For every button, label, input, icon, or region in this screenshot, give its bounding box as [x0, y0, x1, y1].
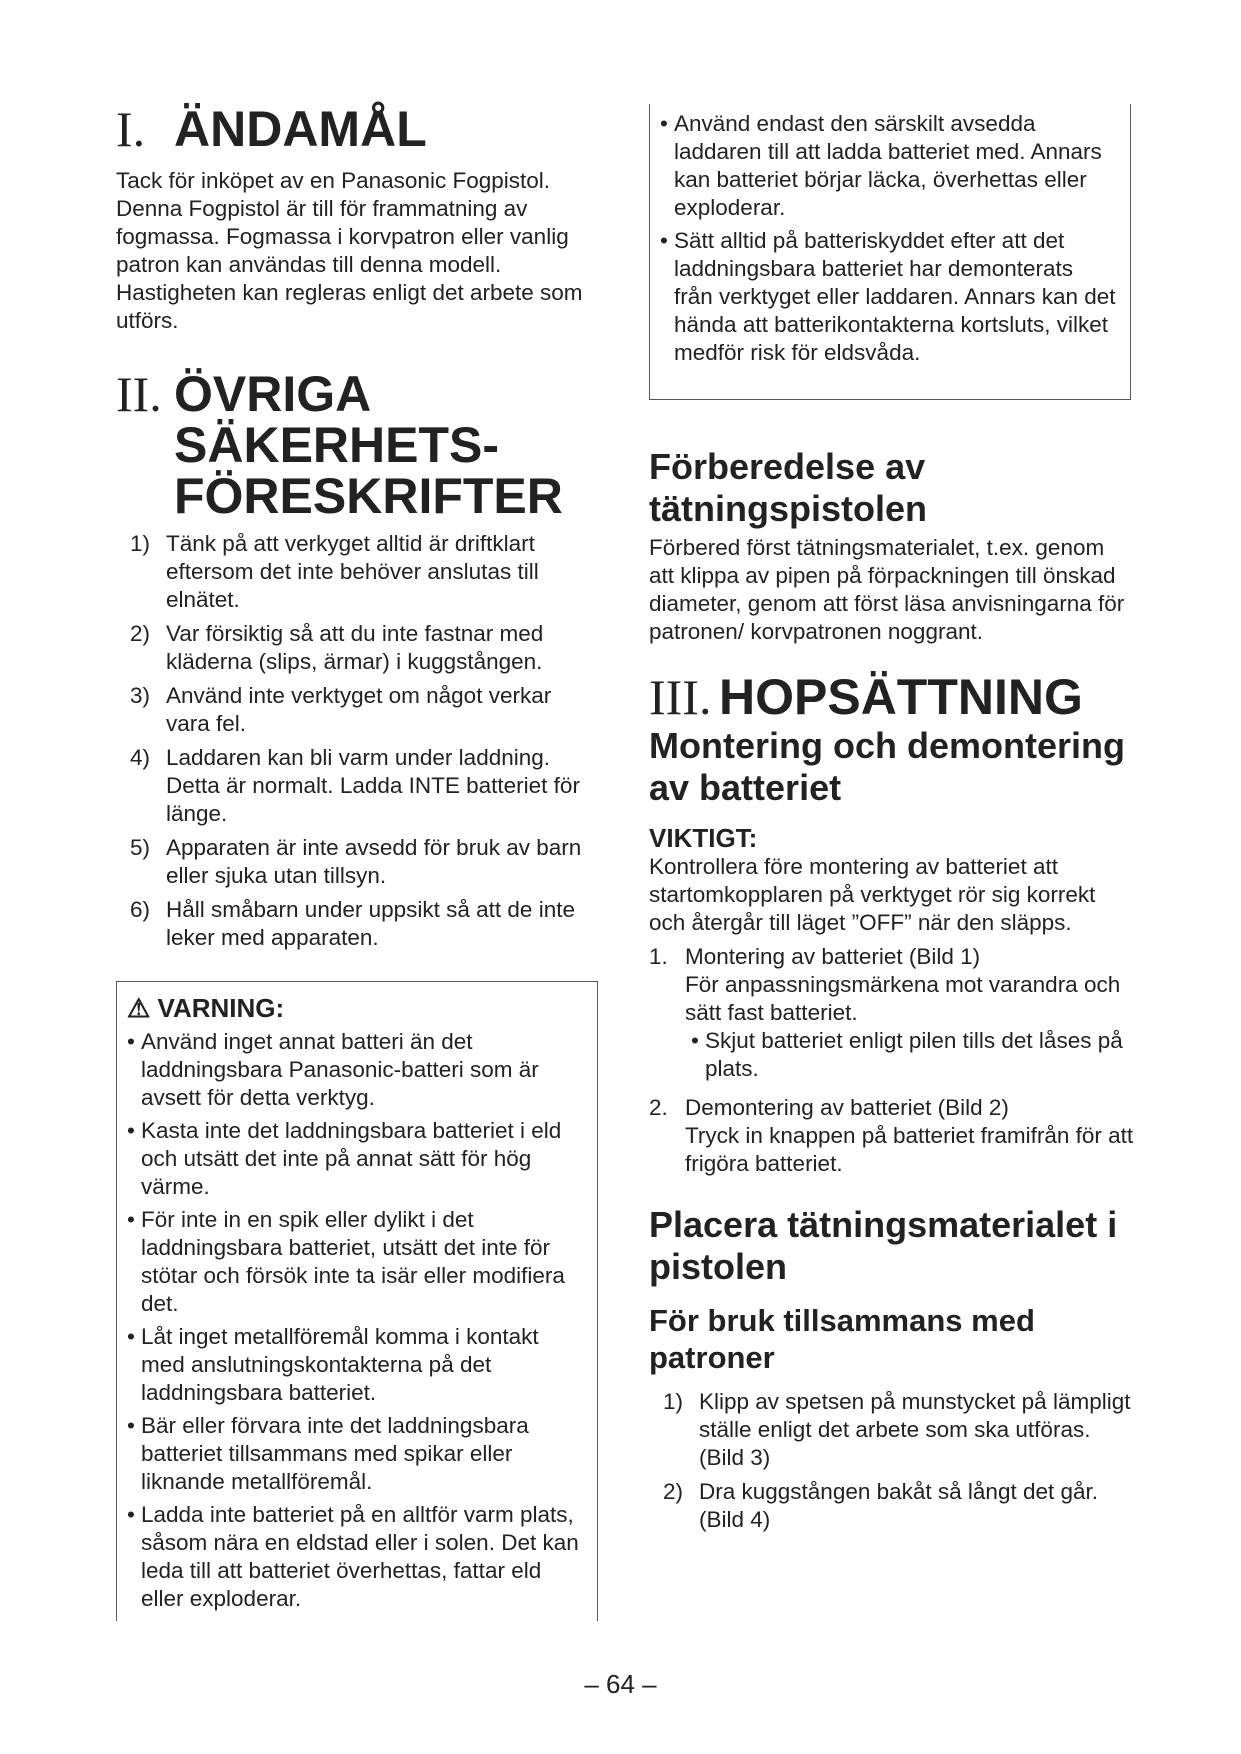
list-item — [663, 1478, 1134, 1534]
cartridge-subheading: För bruk tillsammans med patroner — [649, 1303, 1035, 1375]
warning-item: • Använd inget annat batteri än det laddningsbara Panasonic-batteri som är avsett för detta verktyg. — [127, 1028, 583, 1112]
item-text: Apparaten är inte avsedd för bruk av barn eller sjuka utan tillsyn. — [166, 835, 582, 888]
cartridge-steps — [649, 1388, 1134, 1534]
item-text: För inte in en spik eller dylikt i det laddningsbara batteriet, utsätt det inte för stötar och försök inte ta isär eller modifiera det. — [141, 1207, 565, 1316]
step — [649, 1094, 1134, 1178]
step-number: 1. — [649, 944, 668, 969]
title-line: SÄKERHETS- — [174, 417, 500, 473]
section-1-heading — [116, 101, 596, 157]
item-text: Tänk på att verkyget alltid är driftklart eftersom det inte behöver anslutas till elnätet. — [166, 531, 539, 612]
item-text: Använd endast den särskilt avsedda laddaren till att ladda batteriet med. Annars kan batteriet börjar läcka, överhettas eller exploderar. — [674, 111, 1102, 220]
battery-heading: Montering och demontering av batteriet — [649, 725, 1125, 808]
step-number: 2. — [649, 1095, 668, 1120]
title-line: FÖRESKRIFTER — [174, 468, 563, 524]
roman-numeral: II. — [116, 366, 162, 422]
item-text: Kasta inte det laddningsbara batteriet i eld och utsätt det inte på annat sätt för hög värme. — [141, 1118, 562, 1199]
list-item — [130, 744, 596, 828]
warning-box — [116, 981, 598, 1621]
item-number: 6) — [130, 897, 151, 922]
item-number: 5) — [130, 835, 151, 860]
preparation-text: Förbered först tätningsmaterialet, t.ex. genom att klippa av pipen på förpackningen till önskad diameter, genom att först läsa anvisningarna för patronen/ korvpatronen noggrant. — [649, 535, 1125, 644]
item-text: Laddaren kan bli varm under laddning. Detta är normalt. Ladda INTE batteriet för länge. — [166, 745, 580, 826]
item-text: Låt inget metallföremål komma i kontakt med anslutningskontakterna på det laddningsbara batteriet. — [141, 1324, 539, 1405]
item-text: Sätt alltid på batteriskyddet efter att det laddningsbara batteriet har demonterats från verktyget eller laddaren. Annars kan det hända att batterikontakterna kortsluts, vilket medför risk för eldsvåda. — [674, 228, 1116, 365]
item-text: Håll småbarn under uppsikt så att de inte leker med apparaten. — [166, 897, 575, 950]
section-title: HOPSÄTTNING — [719, 669, 1083, 725]
step-text: Tryck in knappen på batteriet framifrån för att frigöra batteriet. — [685, 1123, 1134, 1176]
item-text: Ladda inte batteriet på en alltför varm plats, såsom nära en eldstad eller i solen. Det kan leda till att batteriet överhettas, fattar eld eller exploderar. — [141, 1502, 579, 1611]
warning-item: • Låt inget metallföremål komma i kontakt med anslutningskontakterna på det laddningsbara batteriet. — [127, 1323, 583, 1407]
warning-title — [127, 992, 583, 1024]
step-text: För anpassningsmärkena mot varandra och sätt fast batteriet. — [685, 972, 1121, 1025]
item-number: 4) — [130, 745, 151, 770]
section-3-heading — [649, 669, 1134, 725]
roman-numeral: I. — [116, 101, 146, 157]
warning-label: VARNING: — [157, 993, 285, 1023]
step-title: Montering av batteriet (Bild 1) — [685, 944, 981, 969]
item-text: Använd inget annat batteri än det laddningsbara Panasonic-batteri som är avsett för detta verktyg. — [141, 1029, 539, 1110]
roman-numeral: III. — [649, 669, 712, 725]
warning-item: • Sätt alltid på batteriskyddet efter att det laddningsbara batteriet har demonterats från verktyget eller laddaren. Annars kan det hända att batterikontakterna kortsluts, vilket medför risk för eldsvåda. — [660, 227, 1118, 367]
safety-list — [116, 530, 596, 952]
warning-triangle-icon: ⚠ — [127, 993, 151, 1023]
item-number: 1) — [663, 1389, 684, 1414]
title-line: ÖVRIGA — [174, 366, 372, 422]
warning-item: • För inte in en spik eller dylikt i det laddningsbara batteriet, utsätt det inte för stötar och försök inte ta isär eller modifiera det. — [127, 1206, 583, 1318]
section-1-text: Tack för inköpet av en Panasonic Fogpistol. Denna Fogpistol är till för frammatning av fogmassa. Fogmassa i korvpatron eller vanlig patron kan användas till denna modell. Hastigheten kan regleras enligt det arbete som utförs. — [116, 168, 583, 333]
warning-item: • Bär eller förvara inte det laddningsbara batteriet tillsammans med spikar eller liknande metallföremål. — [127, 1412, 583, 1496]
step: 1. Montering av batteriet (Bild 1) För anpassningsmärkena mot varandra och sätt fast batteriet. • Skjut batteriet enligt pilen tills det låses på plats. — [649, 943, 1134, 1088]
preparation-heading: Förberedelse av tätningspistolen — [649, 446, 927, 529]
item-text: Dra kuggstången bakåt så långt det går. (Bild 4) — [699, 1479, 1099, 1532]
left-column — [116, 101, 596, 958]
warning-item: • Kasta inte det laddningsbara batteriet i eld och utsätt det inte på annat sätt för hög värme. — [127, 1117, 583, 1201]
right-column — [649, 446, 1134, 1540]
warning-item: • Ladda inte batteriet på en alltför varm plats, såsom nära en eldstad eller i solen. Det kan leda till att batteriet överhettas, fattar eld eller exploderar. — [127, 1501, 583, 1613]
item-number: 2) — [130, 621, 151, 646]
list-item — [130, 896, 596, 952]
step-title: Demontering av batteriet (Bild 2) — [685, 1095, 1009, 1120]
item-text: Bär eller förvara inte det laddningsbara batteriet tillsammans med spikar eller liknande metallföremål. — [141, 1413, 529, 1494]
warning-continued-box — [649, 104, 1131, 400]
item-text: Klipp av spetsen på munstycket på lämpligt ställe enligt det arbete som ska utföras. (Bild 3) — [699, 1389, 1131, 1470]
section-title: ÄNDAMÅL — [174, 101, 427, 157]
item-number: 1) — [130, 531, 151, 556]
important-label: VIKTIGT: — [649, 823, 758, 853]
list-item — [663, 1388, 1134, 1472]
battery-steps — [649, 943, 1134, 1178]
list-item — [130, 620, 596, 676]
list-item — [130, 682, 596, 738]
step-bullet: Skjut batteriet enligt pilen tills det låses på plats. — [705, 1028, 1123, 1081]
section-2-heading — [116, 366, 596, 524]
page-number: – 64 – — [584, 1669, 657, 1699]
item-number: 2) — [663, 1479, 684, 1504]
list-item — [130, 834, 596, 890]
important-text: Kontrollera före montering av batteriet att startomkopplaren på verktyget rör sig korrekt och återgår till läget ”OFF” när den släpps. — [649, 854, 1096, 935]
item-text: Var försiktig så att du inte fastnar med kläderna (slips, ärmar) i kuggstången. — [166, 621, 544, 674]
item-number: 3) — [130, 683, 151, 708]
item-text: Använd inte verktyget om något verkar vara fel. — [166, 683, 552, 736]
placement-heading: Placera tätningsmaterialet i pistolen — [649, 1204, 1118, 1287]
warning-item: • Använd endast den särskilt avsedda laddaren till att ladda batteriet med. Annars kan batteriet börjar läcka, överhettas eller exploderar. — [660, 110, 1118, 222]
list-item — [130, 530, 596, 614]
